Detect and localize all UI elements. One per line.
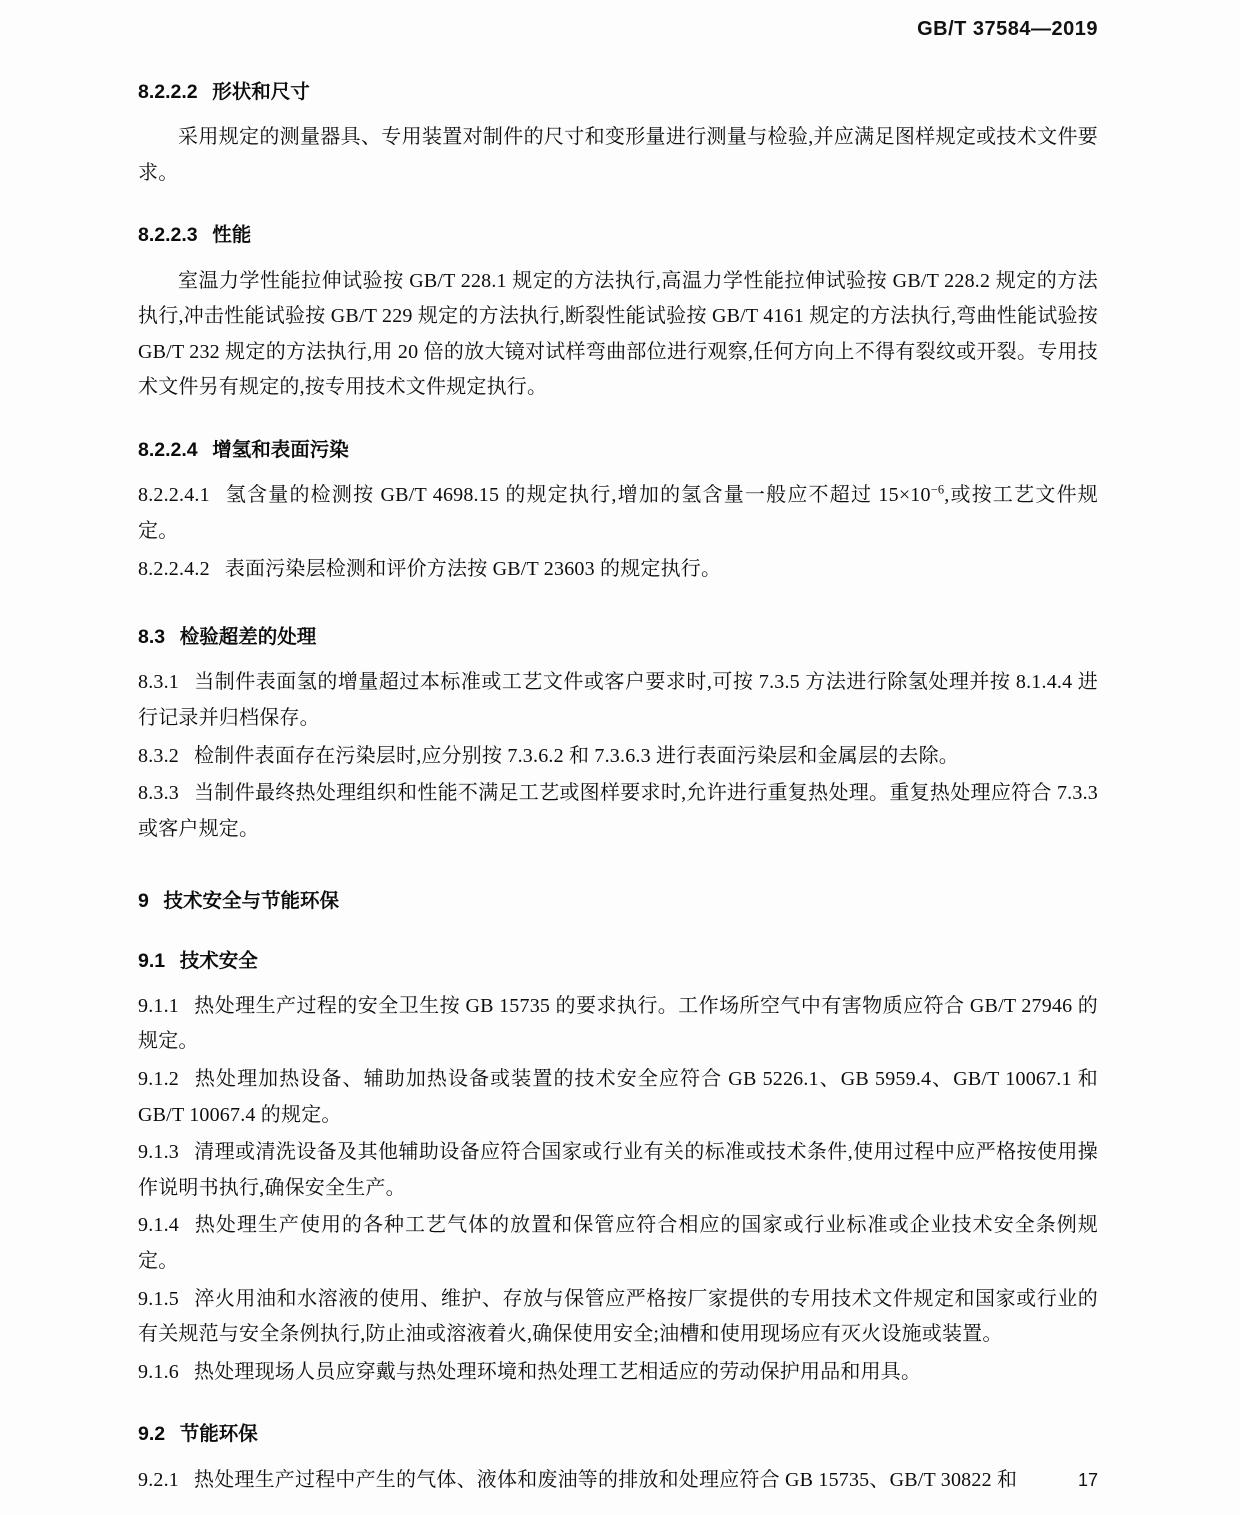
paragraph-text: 表面污染层检测和评价方法按 GB/T 23603 的规定执行。 — [224, 557, 722, 580]
paragraph-9-1-1 — [138, 989, 1098, 1060]
paragraph-8-2-2-2-body: 采用规定的测量器具、专用装置对制件的尺寸和变形量进行测量与检验,并应满足图样规定或技术文件要求。 — [138, 126, 1098, 184]
heading-number: 9.1 — [138, 949, 166, 972]
paragraph-label: 8.2.2.4.2 — [138, 557, 210, 580]
paragraph-label: 9.1.5 — [138, 1287, 179, 1310]
heading-title: 技术安全 — [179, 949, 258, 972]
heading-number: 8.3 — [138, 626, 166, 649]
heading-title: 性能 — [212, 224, 252, 247]
standard-number: GB/T 37584—2019 — [917, 18, 1098, 40]
heading-number: 9.2 — [138, 1423, 166, 1446]
heading-8-2-2-3 — [138, 221, 1098, 250]
paragraph-text: 清理或清洗设备及其他辅助设备应符合国家或行业有关的标准或技术条件,使用过程中应严格按使用操作说明书执行,确保安全生产。 — [138, 1141, 1098, 1199]
heading-9-2 — [138, 1420, 1098, 1449]
paragraph-text: 热处理生产过程中产生的气体、液体和废油等的排放和处理应符合 GB 15735、GB/T 30822 和 — [194, 1468, 1018, 1491]
paragraph-8-3-2 — [138, 739, 1098, 775]
paragraph-text: 热处理生产使用的各种工艺气体的放置和保管应符合相应的国家或行业标准或企业技术安全条例规定。 — [138, 1214, 1098, 1272]
heading-8-2-2-4 — [138, 436, 1098, 465]
heading-title: 技术安全与节能环保 — [163, 890, 339, 913]
paragraph-8-2-2-4-1 — [138, 478, 1098, 549]
paragraph-text: 当制件表面氢的增量超过本标准或工艺文件或客户要求时,可按 7.3.5 方法进行除氢处理并按 8.1.4.4 进行记录并归档保存。 — [138, 671, 1098, 729]
heading-8-2-2-2 — [138, 78, 1098, 107]
paragraph-8-3-1 — [138, 665, 1098, 736]
heading-9-1 — [138, 947, 1098, 976]
paragraph-label: 9.1.4 — [138, 1214, 179, 1237]
paragraph-label: 9.1.2 — [138, 1068, 179, 1090]
paragraph-text: 热处理加热设备、辅助加热设备或装置的技术安全应符合 GB 5226.1、GB 5959.4、GB/T 10067.1 和 GB/T 10067.4 的规定。 — [138, 1068, 1098, 1126]
paragraph-9-1-2 — [138, 1062, 1098, 1133]
paragraph-text: 热处理现场人员应穿戴与热处理环境和热处理工艺相适应的劳动保护用品和用具。 — [194, 1360, 922, 1383]
page-number: 17 — [1077, 1470, 1098, 1490]
paragraph-9-1-4 — [138, 1208, 1098, 1279]
page-header — [138, 18, 1098, 41]
paragraph-text: 淬火用油和水溶液的使用、维护、存放与保管应严格按厂家提供的专用技术文件规定和国家或行业的有关规范与安全条例执行,防止油或溶液着火,确保使用安全;油槽和使用现场应有灭火设施或装置。 — [138, 1287, 1098, 1346]
heading-number: 8.2.2.2 — [138, 81, 198, 103]
heading-9 — [138, 887, 1098, 916]
heading-number: 9 — [138, 890, 149, 913]
paragraph-9-1-5 — [138, 1282, 1098, 1353]
page-content-area — [138, 0, 1098, 1515]
paragraph-text-after: ,或按工艺文件规定。 — [138, 484, 1098, 542]
paragraph-label: 8.3.1 — [138, 671, 179, 694]
paragraph-8-2-2-3-body: 室温力学性能拉伸试验按 GB/T 228.1 规定的方法执行,高温力学性能拉伸试验按 GB/T 228.2 规定的方法执行,冲击性能试验按 GB/T 229 规定的方法执行,断裂性能试验按 GB/T 4161 规定的方法执行,弯曲性能试验按 GB/T 232 规定的方法执行,用 20 倍的放大镜对试样弯曲部位进行观察,任何方向上不得有裂纹或开裂。专用技术文件另有规定的,按专用技术文件规定执行。 — [138, 269, 1098, 399]
paragraph-9-1-3 — [138, 1135, 1098, 1206]
paragraph-label: 9.1.3 — [138, 1141, 179, 1164]
heading-title: 形状和尺寸 — [212, 81, 310, 103]
exponent: −6 — [930, 482, 945, 497]
paragraph-text: 当制件最终热处理组织和性能不满足工艺或图样要求时,允许进行重复热处理。重复热处理应符合 7.3.3 或客户规定。 — [138, 782, 1098, 840]
heading-title: 节能环保 — [179, 1423, 258, 1446]
heading-number: 8.2.2.3 — [138, 224, 198, 247]
paragraph-text: 热处理生产过程的安全卫生按 GB 15735 的要求执行。工作场所空气中有害物质应符合 GB/T 27946 的规定。 — [138, 994, 1098, 1053]
paragraph-label: 8.3.3 — [138, 782, 179, 805]
heading-8-3 — [138, 623, 1098, 652]
paragraph-text-before: 氢含量的检测按 GB/T 4698.15 的规定执行,增加的氢含量一般应不超过 15×10 — [224, 484, 931, 507]
paragraph-8-3-3 — [138, 776, 1098, 847]
paragraph-8-2-2-4-2 — [138, 552, 1098, 588]
heading-number: 8.2.2.4 — [138, 439, 198, 462]
paragraph-9-2-1 — [138, 1463, 1098, 1499]
paragraph-label: 9.1.6 — [138, 1360, 179, 1383]
paragraph-label: 9.1.1 — [138, 994, 179, 1017]
paragraph-9-1-6 — [138, 1355, 1098, 1391]
paragraph-label: 9.2.1 — [138, 1468, 179, 1491]
paragraph-label: 8.2.2.4.1 — [138, 484, 210, 507]
paragraph-text: 检制件表面存在污染层时,应分别按 7.3.6.2 和 7.3.6.3 进行表面污染层和金属层的去除。 — [194, 744, 959, 767]
heading-title: 增氢和表面污染 — [212, 439, 349, 462]
paragraph-label: 8.3.2 — [138, 744, 179, 767]
heading-title: 检验超差的处理 — [179, 626, 317, 649]
document-body — [138, 78, 1098, 1498]
